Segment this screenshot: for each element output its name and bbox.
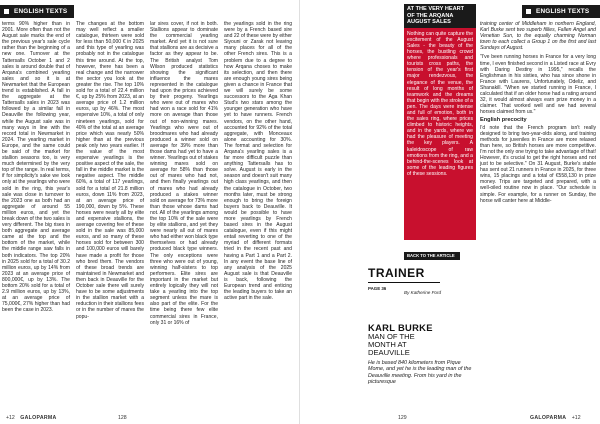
highlight-body: Nothing can quite capture the excitement of the August Sales - the beauty of the horses, the bustling crowd where professionals and tourists cross paths, the tension of the year's first major rendezvous, the elegance of the venue, the result of long months of teamwork and the dreams that begin with the stroke of a pen. The days were intense and full of emotion, both in the sales ring, where prices climbed to historic heights, and in the yards, where we had the pleasure of meeting the key players. A kaleidoscope of raw emotions from the ring, and a behind-the-scenes look at some of the leading figures of these sessions.	[407, 30, 473, 177]
back-to-article-button[interactable]: BACK TO THE ARTICLE	[404, 252, 460, 260]
article-column-4	[224, 21, 292, 301]
feature-name: KARL BURKE	[368, 322, 433, 333]
header-square-icon	[4, 9, 9, 14]
article-column-2	[76, 21, 144, 320]
page-reference: PAGE 36	[368, 286, 387, 291]
footer-brand: GALOPARMA	[20, 415, 57, 421]
section-header-left	[0, 5, 74, 18]
feature-intro: He is based 840 kilometers from Pique Mome, and yet he is the leading man of the Deauville meeting. From his yard in the picturesque	[368, 360, 472, 386]
highlight-title: AT THE VERY HEART OF THE ARQANA AUGUST SALES	[404, 4, 476, 28]
column-text: "I've been running horses in France for a very long time, I even finished second in a Listed race at Evry with Daring Destiny in 1995," recalls the Englishman in his sixties, who has since shone in France with Laurens, Unfortunately, Odeliz, and Shanakill. "When we started running in France, I calculated that if an older horse had a rating around 32, it would almost always earn prize money in a claimer. That worked well and we had several horses claimed from us."	[480, 54, 596, 116]
section-label: ENGLISH TEXTS	[536, 8, 590, 15]
column-text: The changes at the bottom may well reflect a smaller catalogue, thirteen were sold for less than 50,000 € in 2025 and this type of yearling was probably not in the catalogue this time around. At the top, however, there has been a real change and the narrower the sector you look at the greater the rise. The top 10% sold for a total of 22.4 million €, up by 25% from 2023, at an average price of 1.2 million euros, up by 46%. The most expensive 10%, a total of only nineteen yearlings, sold for 40% of the total at an average price which was nearly 50% higher than at the previous peak only two years earlier. If the value of the most expensive yearlings is the positive aspect of the sale, the fall in the middle market is the negative aspect. The middle 60%, a total of 117 yearlings, sold for a total of 21.8 million euros, down 11% from 2023, at an average price of 190,000, down by 5%. These horses were nearly all by elite and expensive stallions, the average covering fee of these sold in the sale was 85,000 euros, and so many of these horses sold for between 300 and 100,000 euros will barely have made a profit for those who bred them. The vendors of these broad trends are maintained in Newmarket and then back in Deauville for the October sale there will surely have to be some adjustments in the stallion market with a reduction in their stallions fees or in the number of mares the popu-	[76, 21, 144, 320]
footer-left	[6, 415, 57, 421]
article-column-7	[480, 21, 596, 204]
footer-right	[530, 415, 581, 421]
column-text: I'd note that the French program isn't really designed to bring two-year-olds along, and training methods for juveniles in France are more relaxed than here, so British horses are more competitive. I'm not the only one trying to take advantage of that! However, it's crucial to get the right horses and not just to be selective." On 31 August, Burke's stable has sent out 21 runners in France in 2025, for three wins, 15 placings and a total of €558,130 in prize money. Trips are targeted and prepared, with a well-oiled routine now in place. "Our schedule is simple. For example, for a runner on Sunday, the horse will canter here at Middle-	[480, 124, 596, 204]
column-text: training center of Middleham in northern England, Karl Burke sent two superb fillies, Fallen Angel and Venetian Sun, to the equally charming Norman town to each collect a Group 1 on the first and last Sundays of August.	[480, 21, 596, 52]
article-column-3	[150, 21, 218, 326]
footer-page-tag: +12	[6, 415, 15, 421]
subheading: English precocity	[480, 117, 527, 124]
footer-page-tag: +12	[571, 415, 581, 421]
trainer-section-title: TRAINER	[368, 266, 425, 280]
page-number-right: 129	[398, 415, 407, 421]
page-number-left: 128	[118, 415, 127, 421]
column-text: the yearlings sold in the ring were by a French based sire and 22 of these were by either Siyouni or Zarak not leaving many places for all of the other French sires. This is a problem due to a degree to how Arqana choses to make its selection, and then there are enough young sires being given a chance in France that we will surely be some successors to the Aga Khan Stud's two stars among the younger generation who have yet to have runners. French vendors, on the other hand, accounted for 92% of the total aggregate, with Monceaux alone accounting for 30%. The format and selection for Arqana's yearling sales is a far more difficult puzzle than anything Tattersalls has to solve. August is early in the season and doesn't suit many high class yearlings, and then the catalogue in October, two months later, must be strong enough to bring the foreign buyers back to Deauville. It would be possible to have more yearlings by French based sires in the August catalogue, even if this might entail reverting to one of the myriad of different formats tried in the recent past and having a Part 1 and a Part 2. In any event the base line of any analysis of the 2025 August sale is that Deauville is back, following the European trend and enticing the leading buyers to take an active part in the sale.	[224, 21, 292, 302]
footer-brand: GALOPARMA	[530, 415, 567, 421]
highlight-box	[404, 4, 476, 240]
section-header-right	[522, 5, 600, 18]
article-column-1	[2, 21, 70, 314]
header-square-icon	[526, 9, 531, 14]
column-text: terms 90% higher than in 2001. More often than not the August sale marks the end of the previous year's sale cycle rather than the beginning of a new one. Turnover at the Tattersalls October 1 and 2 sales is around double that of Arqana's combined yearling sales and so it is at Newmarket that the European trend is established. A fall in the aggregate at the Tattersalls sales in 2023 was followed by a similar fall in Deauville the following year, while the August sale was in many ways in line with the record total in Newmarket in 2024. The yearling market in Europe, and the same could be said of the market for stallion seasons too, is very much determined by the very top of the range. In real terms, if for simplicity's sake we look only at the yearlings who were sold in the ring, this year's sale was close in turnover to the 2023 one as both had an aggregate of around 55 million euros, and yet the break down of the two sales is very different. The big rises in both aggregate and average came at the top and the bottom of the market, while the middle range saw falls in both indicators. The top 20% in 2025 sold for a total of 30.2 million euros, up by 14% from 2023 at an average price of 800,000€, up by 13%. The bottom 20% sold for a total of 2.9 million euros, up by 13%, at an average price of 75,000€, 27% higher than had been the case in 2023.	[2, 21, 70, 314]
feature-subtitle: MAN OF THE MONTH AT DEAUVILLE	[368, 332, 415, 358]
divider	[368, 282, 440, 283]
section-label: ENGLISH TEXTS	[14, 8, 68, 15]
author-byline: By Katherine Ford	[404, 290, 442, 295]
column-text: lar sires cover, if not in both. Stallions appear to dominate the commercial yearling market. And yet it is not sure that stallions are as decisive a factor as they appear to be. The British analyst Tom Wilson produced statistics showing the significant influence the mares represented in the catalogue had upon the prices achieved by their progeny. Yearlings who were out of mares who had won a race sold for 41% more on average than those out of non-winning mares. Yearlings who were out of broodmares who had already produced a winner sold on average for 39% more than those dams had yet to have a winner. Yearlings out of stakes winning mares sold on average for 58% than those out of mares who had not, and then finally yearlings out of mares who had already produced a stakes winner sold on average for 73% more than those whose dams had not. All of the yearlings among the top 10% of the sale were by elite stallions, and yet they were nearly all out of mares who had either won black type themselves or had already produced black type winners. The only exceptions were three who were out of young, winning half-sisters to top performers. Elite sires are important in the market but entirely logically they will not take a yearling into the top segment unless the mare is also part of the elite. For the time being there few elite commercial sires in France, only 31 or 16% of	[150, 21, 218, 326]
